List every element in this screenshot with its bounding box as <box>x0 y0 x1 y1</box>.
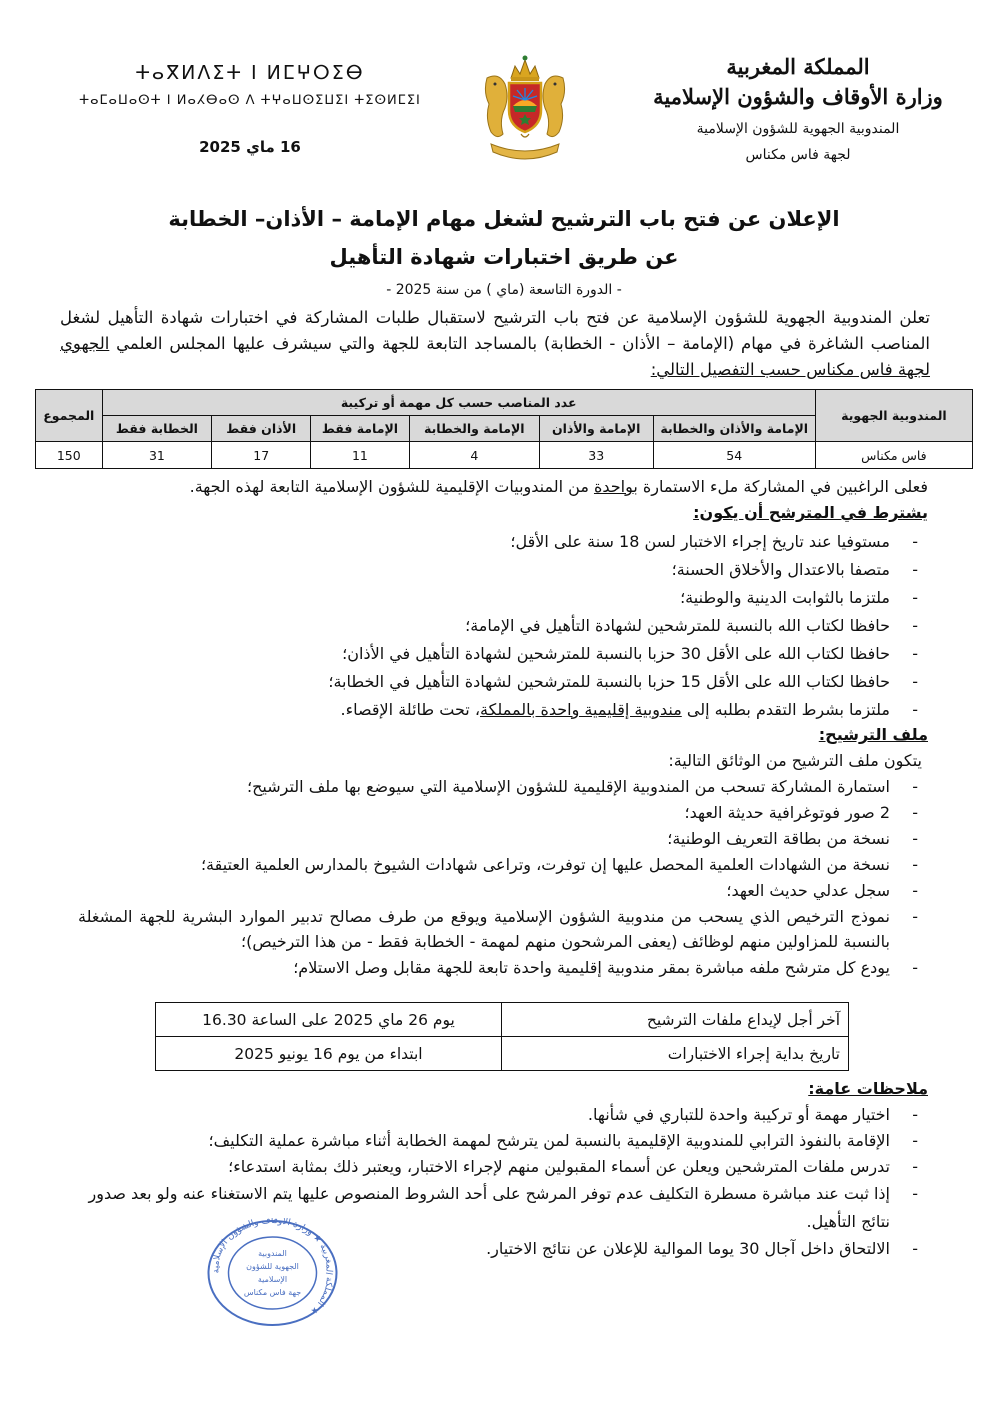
document-date: 16 ماي 2025 <box>199 138 301 156</box>
header-col-5: الأذان فقط <box>212 416 311 442</box>
condition-last-underlined: مندوبية إقليمية واحدة بالمملكة <box>479 700 682 719</box>
cell-value: 33 <box>539 442 653 469</box>
stamp-line: الإسلامية <box>257 1275 288 1284</box>
list-item: - إذا ثبت عند مباشرة مسطرة التكليف عدم توفر المرشح على أحد الشروط المنصوص عليها يتم الاستغناء عنه ولو بعد صدور نتائج التأهيل. <box>78 1180 928 1236</box>
list-item: - متصفا بالاعتدال والأخلاق الحسنة؛ <box>78 556 928 584</box>
ministry-name: وزارة الأوقاف والشؤون الإسلامية <box>653 84 943 109</box>
list-item: - نسخة من الشهادات العلمية المحصل عليها إن توفرت، وتراعى شهادات الشيوخ بالمدارس العلمية العتيقة؛ <box>78 852 928 877</box>
condition-last-pre: ملتزما بشرط التقدم بطلبه إلى <box>681 700 890 719</box>
header-col-3: الإمامة والخطابة <box>409 416 539 442</box>
deadline-label: تاريخ بداية إجراء الاختبارات <box>502 1037 849 1071</box>
header-col-6: الخطابة فقط <box>102 416 212 442</box>
session-label: - الدورة التاسعة (ماي ) من سنة 2025 - <box>386 282 622 298</box>
list-item: - ملتزما بالثوابت الدينية والوطنية؛ <box>78 584 928 612</box>
letterhead-arabic <box>628 52 968 168</box>
cell-value: 4 <box>409 442 539 469</box>
list-item: - حافظا لكتاب الله على الأقل 30 حزبا بالنسبة للمترشحين لشهادة التأهيل في الأذان؛ <box>78 640 928 668</box>
cell-value: 54 <box>653 442 815 469</box>
application-text-pre: فعلى الراغبين في المشاركة ملء الاستمارة <box>637 477 928 496</box>
header-total: المجموع <box>36 390 103 442</box>
table-row <box>36 442 973 469</box>
deadlines-table <box>155 1002 849 1071</box>
conditions-section <box>78 474 928 724</box>
coat-of-arms-icon <box>475 48 575 166</box>
official-stamp <box>205 1218 340 1328</box>
ministry-name-tifinagh: ⵜⴰⵎⴰⵡⴰⵙⵜ ⵏ ⵍⴰⵃⴱⴰⵙ ⴷ ⵜⵖⴰⵡⵙⵉⵡⵉⵏ ⵜⵉⵙⵍⵎⵉⵏ <box>79 93 421 108</box>
deadline-value: ابتداء من يوم 16 يونيو 2025 <box>156 1037 502 1071</box>
header-positions-group: عدد المناصب حسب كل مهمة أو تركيبة <box>102 390 815 416</box>
list-item: - استمارة المشاركة تسحب من المندوبية الإقليمية للشؤون الإسلامية التي سيوضع بها ملف الترشيح؛ <box>78 774 928 799</box>
header-delegation: المندوبية الجهوية <box>815 390 972 442</box>
stamp-line: المندوبية <box>258 1249 287 1258</box>
coat-of-arms-emblem <box>475 48 575 166</box>
cell-delegation: فاس مكناس <box>815 442 972 469</box>
cell-total: 150 <box>36 442 103 469</box>
header-col-1: الإمامة والأذان والخطابة <box>653 416 815 442</box>
list-item: - حافظا لكتاب الله على الأقل 15 حزبا بالنسبة للمترشحين لشهادة التأهيل في الخطابة؛ <box>78 668 928 696</box>
conditions-list <box>78 528 928 724</box>
region-name: لجهة فاس مكناس <box>745 147 851 163</box>
condition-last-post: ، تحت طائلة الإقصاء. <box>340 700 480 719</box>
file-section <box>78 722 928 980</box>
list-item: - نموذج الترخيص الذي يسحب من مندوبية الشؤون الإسلامية ويوقع من طرف مصالح تدبير الموارد البشرية للجهة المشغلة بالنسبة للمزاولين منهم لوظائف (يعفى المرشحون منهم لمهمة - الخطابة فقط - من هذا الترخيص)؛ <box>78 904 928 954</box>
intro-last-line: الجهوي لجهة فاس مكناس حسب التفصيل التالي: <box>60 334 930 379</box>
cell-value: 17 <box>212 442 311 469</box>
table-row <box>156 1003 849 1037</box>
title-line-2: عن طريق اختبارات شهادة التأهيل <box>329 245 679 269</box>
header-col-4: الإمامة فقط <box>311 416 410 442</box>
letterhead-tifinagh <box>60 60 440 156</box>
list-item: - تدرس ملفات المترشحين ويعلن عن أسماء المقبولين منهم لإجراء الاختبار، ويعتبر ذلك بمثابة استدعاء؛ <box>78 1154 928 1180</box>
intro-paragraph <box>60 305 930 383</box>
header-col-2: الإمامة والأذان <box>539 416 653 442</box>
list-item: - الإقامة بالنفوذ الترابي للمندوبية الإقليمية بالنسبة لمن يترشح لمهمة الخطابة أثناء مباشرة عملية التكليف؛ <box>78 1128 928 1154</box>
kingdom-name: المملكة المغربية <box>726 54 870 79</box>
table-row <box>156 1037 849 1071</box>
stamp-icon <box>205 1218 340 1328</box>
file-list <box>78 774 928 980</box>
file-intro: يتكون ملف الترشيح من الوثائق التالية: <box>668 751 922 770</box>
title-line-1: الإعلان عن فتح باب الترشيح لشغل مهام الإمامة – الأذان– الخطابة <box>168 207 840 231</box>
notes-heading: ملاحظات عامة: <box>808 1079 928 1098</box>
list-item <box>78 696 928 724</box>
deadline-value: يوم 26 ماي 2025 على الساعة 16.30 <box>156 1003 502 1037</box>
deadline-label: آخر أجل لإيداع ملفات الترشيح <box>502 1003 849 1037</box>
stamp-outer-text: المملكة المغربية ★ وزارة الأوقاف والشؤون الإسلامية ★ <box>211 1218 334 1317</box>
kingdom-name-tifinagh: ⵜⴰⴳⵍⴷⵉⵜ ⵏ ⵍⵎⵖⵔⵉⴱ <box>135 62 365 84</box>
list-item: - يودع كل مترشح ملفه مباشرة بمقر مندوبية إقليمية واحدة تابعة للجهة مقابل وصل الاستلام؛ <box>78 955 928 980</box>
list-item: - نسخة من بطاقة التعريف الوطنية؛ <box>78 826 928 851</box>
application-instruction <box>78 474 928 500</box>
application-text-underlined: بواحدة <box>593 477 638 496</box>
delegation-name: المندوبية الجهوية للشؤون الإسلامية <box>696 121 900 137</box>
announcement-title <box>100 200 908 276</box>
list-item: - سجل عدلي حديث العهد؛ <box>78 878 928 903</box>
cell-value: 31 <box>102 442 212 469</box>
conditions-heading: يشترط في المترشح أن يكون: <box>693 503 928 522</box>
file-heading: ملف الترشيح: <box>818 725 928 744</box>
list-item: - مستوفيا عند تاريخ إجراء الاختبار لسن 18 سنة على الأقل؛ <box>78 528 928 556</box>
positions-table <box>35 389 973 469</box>
stamp-line: جهة فاس مكناس <box>243 1288 302 1297</box>
stamp-line: الجهوية للشؤون <box>246 1262 299 1271</box>
application-text-post: من المندوبيات الإقليمية للشؤون الإسلامية التابعة لهذه الجهة. <box>189 477 594 496</box>
cell-value: 11 <box>311 442 410 469</box>
list-item: - حافظا لكتاب الله بالنسبة للمترشحين لشهادة التأهيل في الإمامة؛ <box>78 612 928 640</box>
intro-text: تعلن المندوبية الجهوية للشؤون الإسلامية عن فتح باب الترشيح لاستقبال طلبات المشاركة في اختبارات شهادة التأهيل لشغل المناصب الشاغرة في مهام (الإمامة – الأذان - الخطابة) بالمساجد التابعة للجهة والتي سيشرف عليها المجلس العلمي <box>60 308 930 353</box>
list-item: - الالتحاق داخل آجال 30 يوما الموالية للإعلان عن نتائج الاختيار. <box>78 1236 928 1262</box>
list-item: - 2 صور فوتوغرافية حديثة العهد؛ <box>78 800 928 825</box>
list-item: - اختيار مهمة أو تركيبة واحدة للتباري في شأنها. <box>78 1102 928 1128</box>
